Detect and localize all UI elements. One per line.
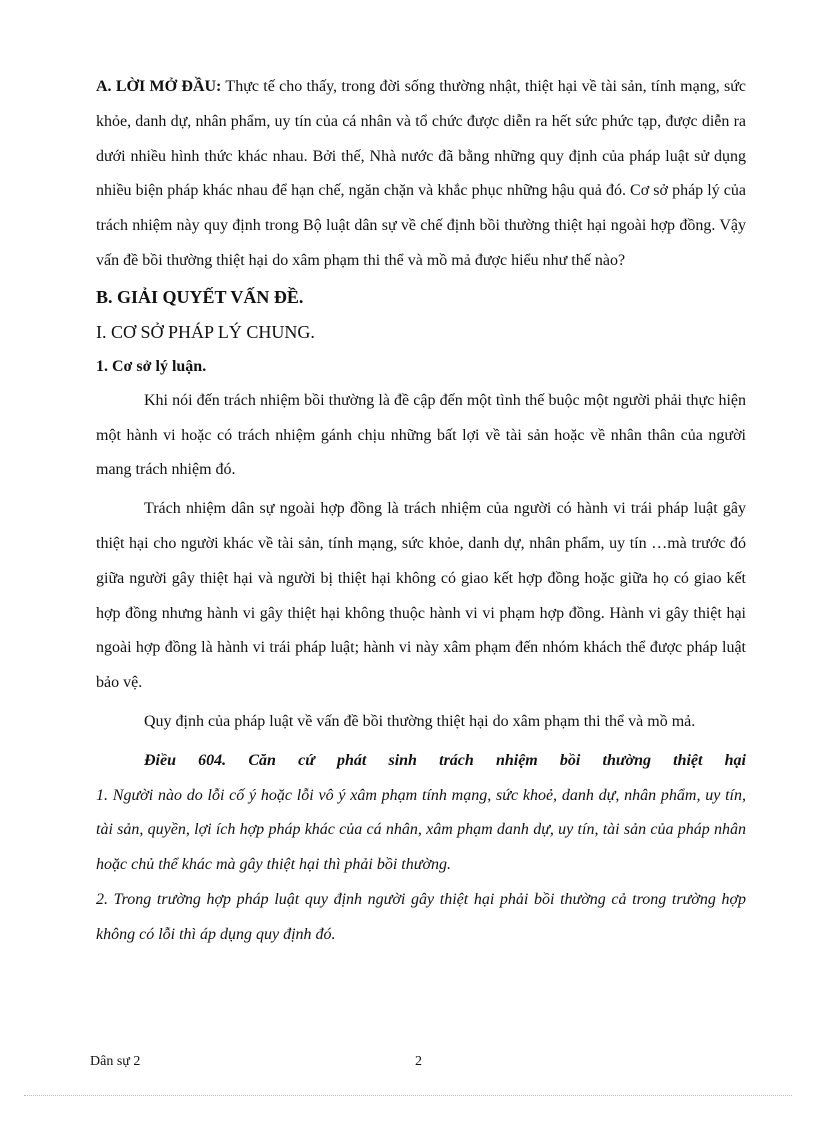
section-i-heading: I. CƠ SỞ PHÁP LÝ CHUNG.	[96, 321, 315, 342]
intro-label: A. LỜI MỞ ĐẦU:	[96, 78, 222, 95]
paragraph-legal-provisions: Quy định của pháp luật về vấn đề bồi thường thiệt hại do xâm phạm thi thể và mồ mả.	[144, 712, 696, 730]
document-page	[96, 70, 746, 953]
article-604-title: Điều 604. Căn cứ phát sinh trách nhiệm bồi thường thiệt hại	[144, 751, 746, 769]
intro-text: Thực tế cho thấy, trong đời sống thường nhật, thiệt hại về tài sản, tính mạng, sức khỏe, danh dự, nhân phẩm, uy tín của cá nhân và tổ chức được diễn ra hết sức phức tạp, được diễn ra dưới nhiều hình thức khác nhau. Bởi thế, Nhà nước đã bằng những quy định của pháp luật sử dụng nhiều biện pháp khác nhau để hạn chế, ngăn chặn và khắc phục những hậu quả đó. Cơ sở pháp lý của trách nhiệm này quy định trong Bộ luật dân sự về chế định bồi thường thiệt hại ngoài hợp đồng. Vậy vấn đề bồi thường thiệt hại do xâm phạm thi thể và mồ mả được hiểu như thế nào?	[96, 78, 747, 269]
article-604-clause-2: 2. Trong trường hợp pháp luật quy định người gây thiệt hại phải bồi thường cả trong trường hợp không có lỗi thì áp dụng quy định đó.	[96, 890, 746, 943]
section-b-heading: B. GIẢI QUYẾT VẤN ĐỀ.	[96, 286, 304, 307]
footer-page-number: 2	[415, 1054, 422, 1069]
subsection-1-heading: 1. Cơ sở lý luận.	[96, 357, 207, 375]
page-bottom-divider	[24, 1095, 792, 1096]
intro-paragraph	[96, 70, 746, 279]
article-604-clause-1: 1. Người nào do lỗi cố ý hoặc lỗi vô ý xâm phạm tính mạng, sức khoẻ, danh dự, nhân phẩm, uy tín, tài sản, quyền, lợi ích hợp pháp khác của cá nhân, xâm phạm danh dự, uy tín, tài sản của pháp nhân hoặc chủ thể khác mà gây thiệt hại thì phải bồi thường.	[96, 786, 746, 874]
paragraph-non-contract-liability: Trách nhiệm dân sự ngoài hợp đồng là trách nhiệm của người có hành vi trái pháp luật gây thiệt hại cho người khác về tài sản, tính mạng, sức khỏe, danh dự, nhân phẩm, uy tín …mà trước đó giữa người gây thiệt hại và người bị thiệt hại không có giao kết hợp đồng hoặc giữa họ có giao kết hợp đồng nhưng hành vi gây thiệt hại không thuộc hành vi vi phạm hợp đồng. Hành vi gây thiệt hại ngoài hợp đồng là hành vi trái pháp luật; hành vi này xâm phạm đến nhóm khách thể được pháp luật bảo vệ.	[96, 500, 746, 692]
paragraph-liability-definition: Khi nói đến trách nhiệm bồi thường là đề cập đến một tình thế buộc một người phải thực hiện một hành vi hoặc có trách nhiệm gánh chịu những bất lợi về tài sản hoặc về nhân thân của người mang trách nhiệm đó.	[96, 391, 746, 479]
footer-course-name: Dân sự 2	[90, 1054, 141, 1069]
article-604	[96, 744, 746, 953]
